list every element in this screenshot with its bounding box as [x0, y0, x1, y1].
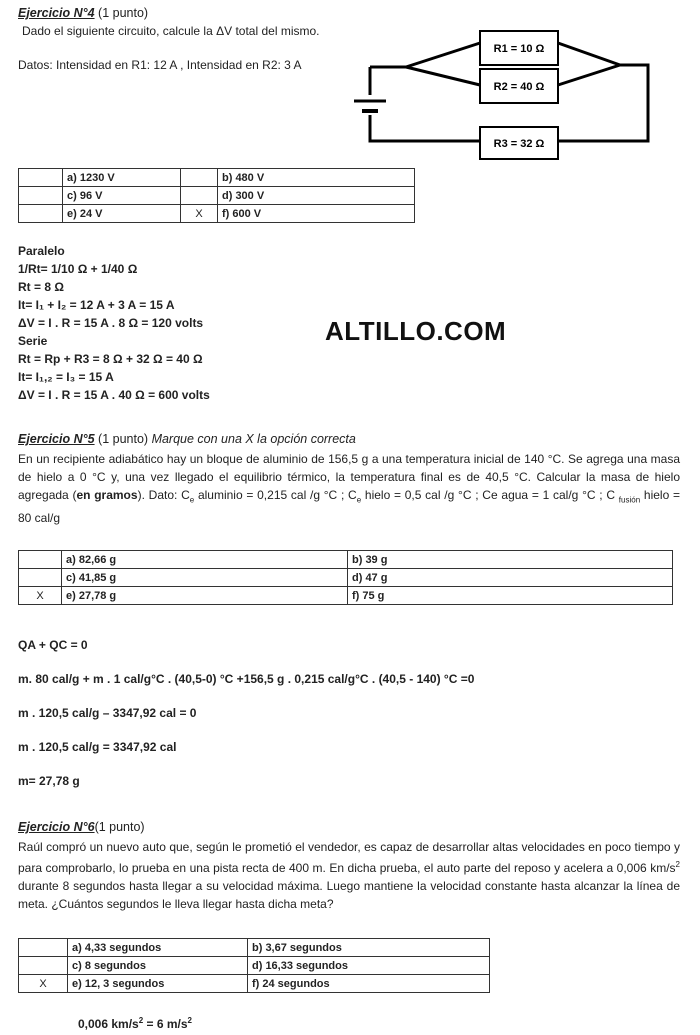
- option-c[interactable]: c) 96 V: [63, 187, 181, 205]
- solution-text: = 6 m/s: [143, 1017, 188, 1031]
- ex6-statement: [18, 838, 680, 913]
- table-row: [19, 569, 673, 587]
- solution-line: m. 80 cal/g + m . 1 cal/g°C . (40,5-0) °C +156,5 g . 0,215 cal/g°C . (40,5 - 140) °C =0: [18, 672, 475, 686]
- wire-right: [558, 65, 648, 141]
- wire-branch-left-up: [406, 43, 480, 67]
- wire-bottom-left: [370, 115, 480, 141]
- ex5-title: [18, 432, 356, 446]
- ex5-text: aluminio = 0,215 cal /g °C ; C: [194, 488, 357, 502]
- solution-line: m . 120,5 cal/g = 3347,92 cal: [18, 740, 177, 754]
- r3-label: R3 = 32 Ω: [493, 138, 545, 150]
- table-row: [19, 975, 490, 993]
- option-b[interactable]: b) 3,67 segundos: [248, 939, 490, 957]
- ex5-text: hielo = 80 cal/g: [18, 488, 681, 526]
- ex5-text-bold: en gramos: [76, 488, 138, 502]
- ex4-datos: Datos: Intensidad en R1: 12 A , Intensidad en R2: 3 A: [18, 58, 302, 72]
- option-mark[interactable]: [19, 939, 68, 957]
- solution-superscript: 2: [138, 1016, 144, 1025]
- option-c[interactable]: c) 8 segundos: [68, 957, 248, 975]
- circuit-diagram: [340, 25, 670, 175]
- solution-line: Rt = 8 Ω: [18, 280, 64, 294]
- option-b[interactable]: b) 480 V: [218, 169, 415, 187]
- option-e[interactable]: e) 24 V: [63, 205, 181, 223]
- option-a[interactable]: a) 82,66 g: [62, 551, 348, 569]
- solution-line: It= I₁ + I₂ = 12 A + 3 A = 15 A: [18, 298, 175, 312]
- option-f[interactable]: f) 600 V: [218, 205, 415, 223]
- solution-line: 1/Rt= 1/10 Ω + 1/40 Ω: [18, 262, 138, 276]
- option-a[interactable]: a) 1230 V: [63, 169, 181, 187]
- wire-branch-left-down: [406, 67, 480, 85]
- solution-line: ΔV = I . R = 15 A . 40 Ω = 600 volts: [18, 388, 210, 402]
- option-mark-selected[interactable]: X: [19, 975, 68, 993]
- solution-line: m . 120,5 cal/g – 3347,92 cal = 0: [18, 706, 197, 720]
- option-mark[interactable]: [19, 169, 63, 187]
- ex5-options-table: [18, 550, 673, 605]
- solution-superscript: 2: [187, 1016, 192, 1025]
- ex4-solution: [18, 242, 210, 404]
- table-row: [19, 187, 415, 205]
- table-row: [19, 169, 415, 187]
- option-c[interactable]: c) 41,85 g: [62, 569, 348, 587]
- ex5-subscript: e: [189, 495, 195, 505]
- ex5-text: hielo = 0,5 cal /g °C ; Ce agua = 1 cal/g °C ; C: [361, 488, 619, 502]
- ex6-solution-line: [78, 1012, 192, 1033]
- watermark-logo: ALTILLO.COM: [325, 316, 507, 346]
- option-mark[interactable]: [19, 205, 63, 223]
- option-f[interactable]: f) 75 g: [348, 587, 673, 605]
- ex6-title: [18, 820, 145, 834]
- ex4-points: (1 punto): [98, 6, 149, 20]
- option-mark[interactable]: [19, 957, 68, 975]
- wire-branch-right-up: [558, 43, 620, 65]
- r1-label: R1 = 10 Ω: [493, 43, 545, 55]
- option-mark[interactable]: [181, 169, 218, 187]
- ex6-options-table: [18, 938, 490, 993]
- r2-label: R2 = 40 Ω: [493, 81, 545, 93]
- ex4-options-table: [18, 168, 415, 223]
- ex5-label: Ejercicio N°5: [18, 432, 95, 446]
- option-e[interactable]: e) 27,78 g: [62, 587, 348, 605]
- ex5-text: En un recipiente adiabático hay un bloque de aluminio de 156,5 g a una temperatura inicial de 140 °C. Se agrega una masa de hielo a 0 °C y, una vez llegado el equilibrio térmico, la temperatura final es de 40,5 °C. Calcular la masa de hielo agregada (: [18, 452, 680, 502]
- ex4-title: [18, 6, 148, 20]
- option-mark[interactable]: [19, 551, 62, 569]
- table-row: [19, 939, 490, 957]
- option-d[interactable]: d) 47 g: [348, 569, 673, 587]
- ex5-statement: [18, 450, 680, 527]
- option-mark[interactable]: [181, 187, 218, 205]
- ex4-statement: Dado el siguiente circuito, calcule la ΔV total del mismo.: [22, 24, 320, 38]
- ex5-subscript: e: [356, 495, 362, 505]
- option-mark[interactable]: [19, 187, 63, 205]
- solution-line: Paralelo: [18, 244, 65, 258]
- solution-line: It= I₁,₂ = I₃ = 15 A: [18, 370, 114, 384]
- ex5-note: Marque con una X la opción correcta: [151, 432, 356, 446]
- ex6-superscript: 2: [675, 860, 680, 869]
- option-e[interactable]: e) 12, 3 segundos: [68, 975, 248, 993]
- option-mark[interactable]: [19, 569, 62, 587]
- ex6-points: (1 punto): [94, 820, 145, 834]
- wire-branch-right-down: [558, 65, 620, 85]
- option-d[interactable]: d) 16,33 segundos: [248, 957, 490, 975]
- solution-text: 0,006 km/s: [78, 1017, 139, 1031]
- option-d[interactable]: d) 300 V: [218, 187, 415, 205]
- table-row: [19, 551, 673, 569]
- solution-line: m= 27,78 g: [18, 774, 80, 788]
- solution-line: QA + QC = 0: [18, 638, 88, 652]
- option-mark-selected[interactable]: X: [19, 587, 62, 605]
- ex6-label: Ejercicio N°6: [18, 820, 95, 834]
- option-f[interactable]: f) 24 segundos: [248, 975, 490, 993]
- option-b[interactable]: b) 39 g: [348, 551, 673, 569]
- ex4-label: Ejercicio N°4: [18, 6, 95, 20]
- ex6-text: Raúl compró un nuevo auto que, según le prometió el vendedor, es capaz de desarrollar altas velocidades en poco tiempo y para comprobarlo, lo prueba en una pista recta de 400 m. En dicha prueba, el auto parte del reposo y acelera a 0,006 km/s: [18, 840, 680, 875]
- table-row: [19, 957, 490, 975]
- option-mark-selected[interactable]: X: [181, 205, 218, 223]
- ex5-subscript: fusión: [618, 495, 641, 505]
- solution-line: Serie: [18, 334, 48, 348]
- ex5-text: ). Dato: C: [137, 488, 190, 502]
- solution-line: ΔV = I . R = 15 A . 8 Ω = 120 volts: [18, 316, 204, 330]
- ex5-points: (1 punto): [98, 432, 149, 446]
- option-a[interactable]: a) 4,33 segundos: [68, 939, 248, 957]
- table-row: [19, 587, 673, 605]
- table-row: [19, 205, 415, 223]
- ex6-text: durante 8 segundos hasta llegar a su velocidad máxima. Luego mantiene la velocidad constante hasta alcanzar la línea de meta. ¿Cuántos segundos le lleva llegar hasta dicha meta?: [18, 879, 680, 911]
- solution-line: Rt = Rp + R3 = 8 Ω + 32 Ω = 40 Ω: [18, 352, 203, 366]
